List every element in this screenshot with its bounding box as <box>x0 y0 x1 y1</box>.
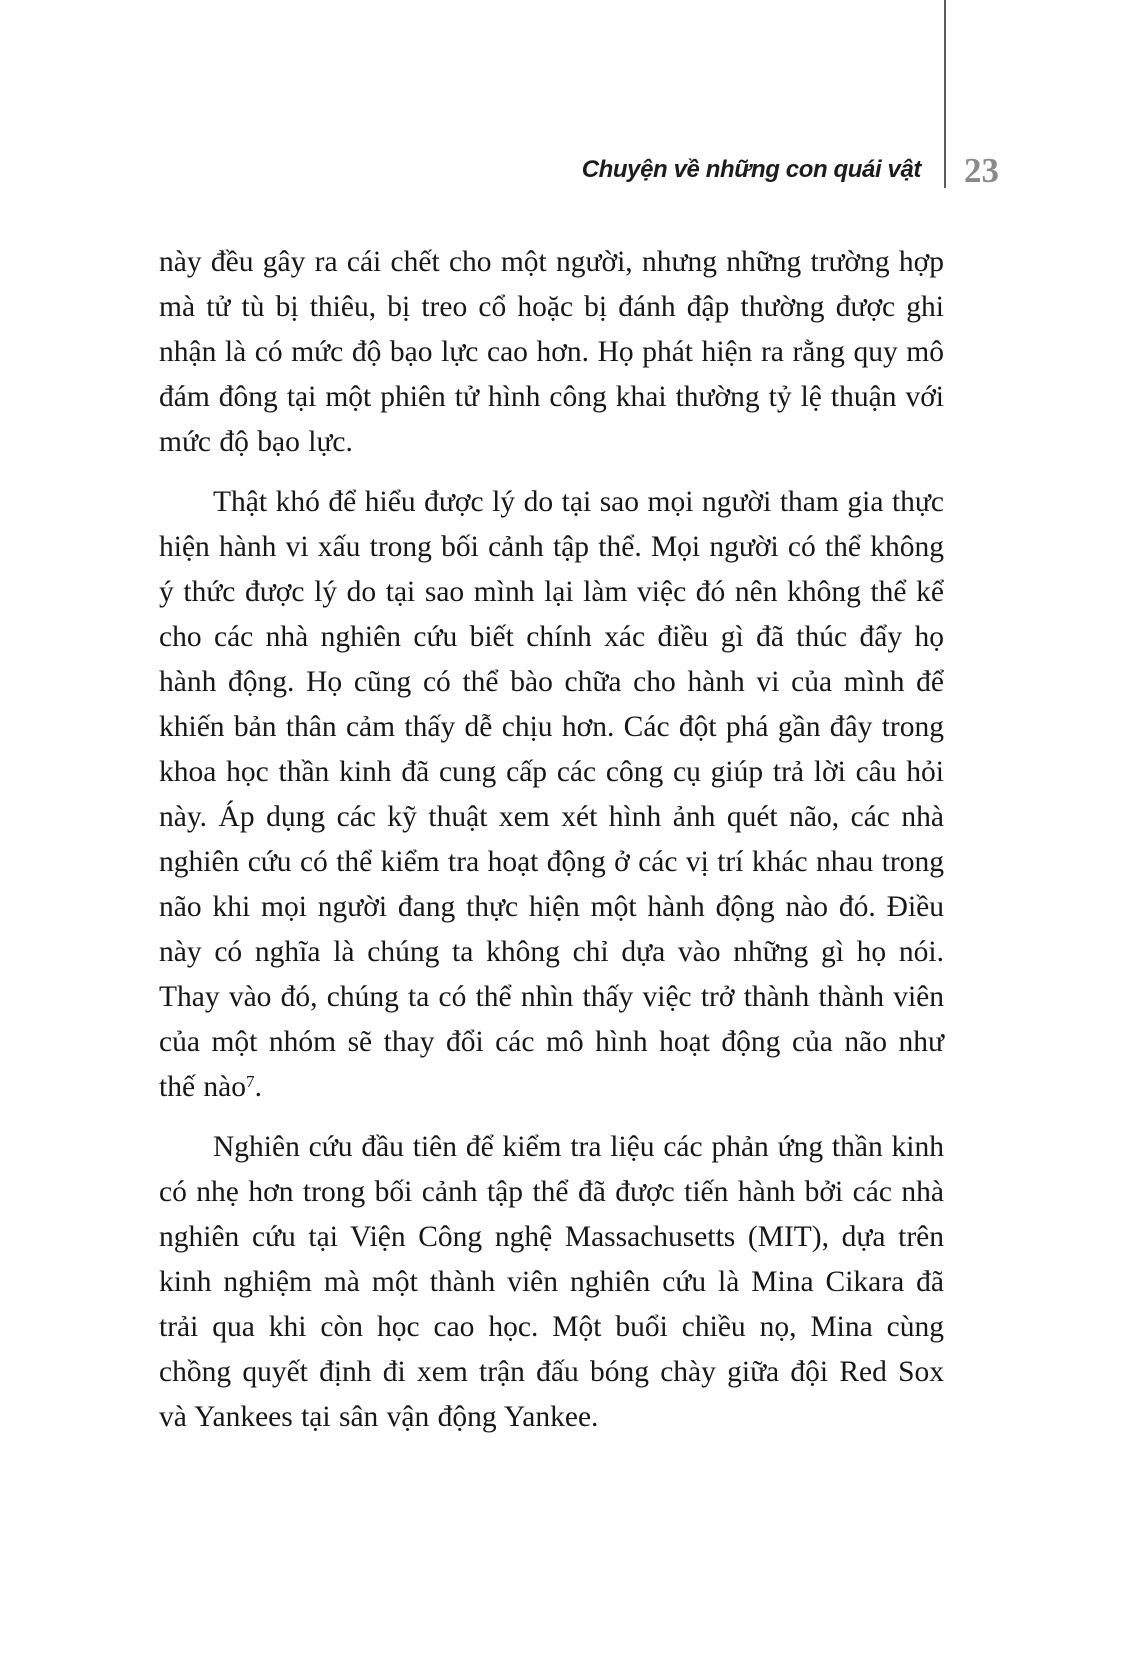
paragraph-3-text: Nghiên cứu đầu tiên để kiểm tra liệu các phản ứng thần kinh có nhẹ hơn trong bối cảnh tập thể đã được tiến hành bởi các nhà nghiên cứu tại Viện Công nghệ Massachusetts (MIT), dựa trên kinh nghiệm mà một thành viên nghiên cứu là Mina Cikara đã trải qua khi còn học cao học. Một buổi chiều nọ, Mina cùng chồng quyết định đi xem trận đấu bóng chày giữa đội Red Sox và Yankees tại sân vận động Yankee. <box>159 1131 944 1433</box>
paragraph-2-text: Thật khó để hiểu được lý do tại sao mọi người tham gia thực hiện hành vi xấu trong bối cảnh tập thể. Mọi người có thể không ý thức được lý do tại sao mình lại làm việc đó nên không thể kể cho các nhà nghiên cứu biết chính xác điều gì đã thúc đẩy họ hành động. Họ cũng có thể bào chữa cho hành vi của mình để khiến bản thân cảm thấy dễ chịu hơn. Các đột phá gần đây trong khoa học thần kinh đã cung cấp các công cụ giúp trả lời câu hỏi này. Áp dụng các kỹ thuật xem xét hình ảnh quét não, các nhà nghiên cứu có thể kiểm tra hoạt động ở các vị trí khác nhau trong não khi mọi người đang thực hiện một hành động nào đó. Điều này có nghĩa là chúng ta không chỉ dựa vào những gì họ nói. Thay vào đó, chúng ta có thể nhìn thấy việc trở thành thành viên của một nhóm sẽ thay đổi các mô hình hoạt động của não như thế nào <box>159 486 944 1103</box>
footnote-reference-7: 7 <box>246 1071 255 1091</box>
paragraph-2-tail: . <box>254 1071 262 1103</box>
running-title: Chuyện về những con quái vật <box>581 156 921 183</box>
paragraph-2 <box>159 480 944 1110</box>
header-divider-rule <box>944 0 946 188</box>
paragraph-3 <box>159 1125 944 1440</box>
page-number: 23 <box>964 151 999 190</box>
body-text <box>159 240 944 1455</box>
paragraph-1 <box>159 240 944 465</box>
paragraph-1-text: này đều gây ra cái chết cho một người, nhưng những trường hợp mà tử tù bị thiêu, bị treo cổ hoặc bị đánh đập thường được ghi nhận là có mức độ bạo lực cao hơn. Họ phát hiện ra rằng quy mô đám đông tại một phiên tử hình công khai thường tỷ lệ thuận với mức độ bạo lực. <box>159 246 944 458</box>
